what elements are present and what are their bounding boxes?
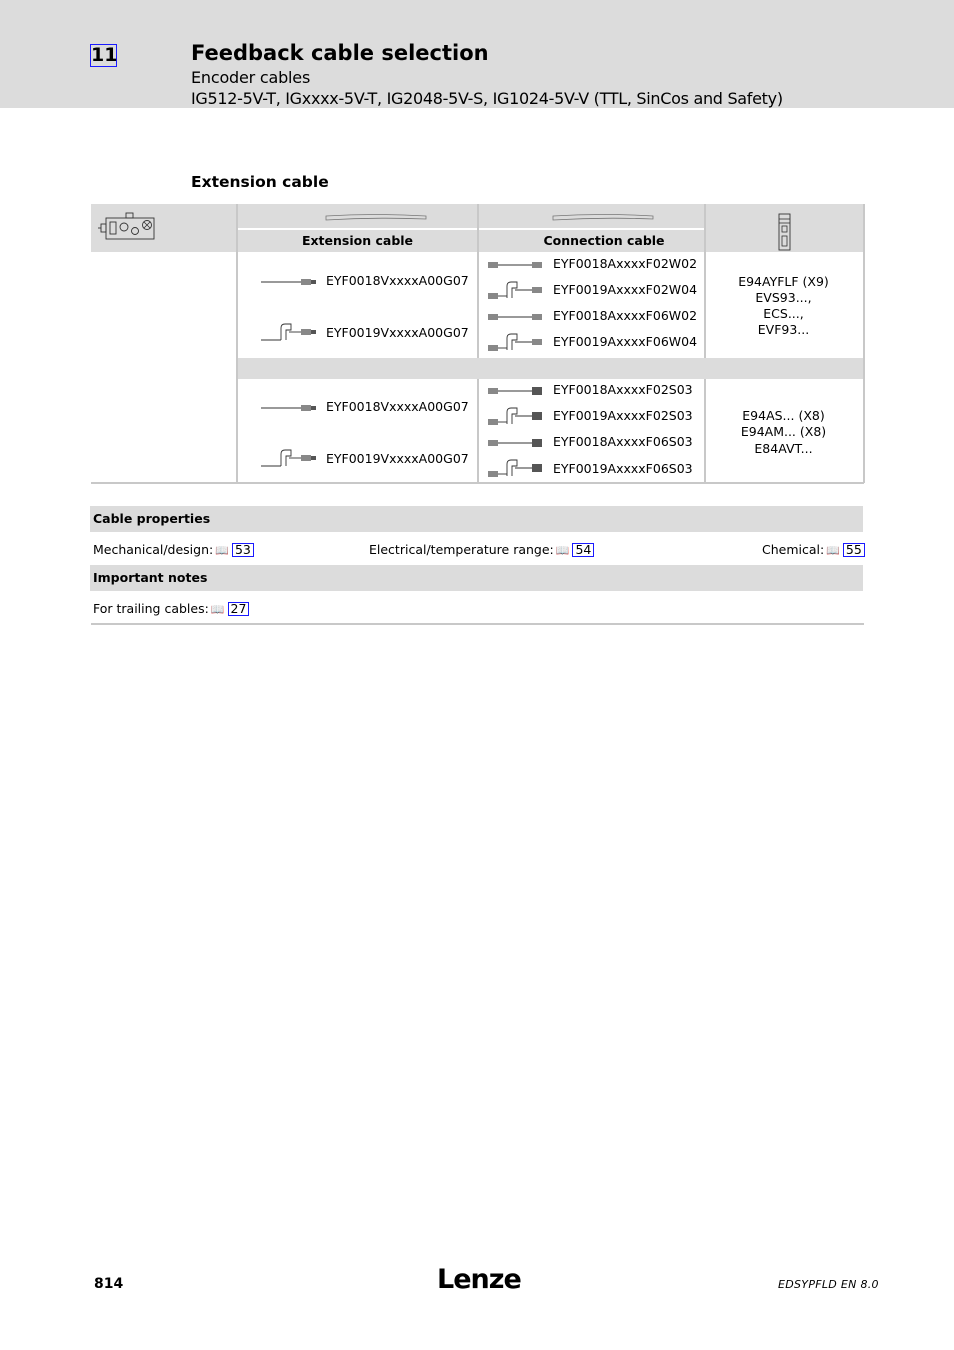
target-device: ECS..., — [763, 306, 804, 321]
mechanical-label: Mechanical/design: — [93, 542, 214, 557]
column-header-extension: Extension cable — [301, 233, 414, 248]
chemical-page-link[interactable]: 55 — [843, 543, 865, 557]
important-notes-heading — [90, 565, 863, 591]
cable-sketch-icon — [324, 212, 428, 222]
notes-bottom-line — [91, 623, 864, 625]
electrical-page-link[interactable]: 54 — [572, 543, 594, 557]
target-device: E94AYFLF (X9) — [738, 274, 829, 289]
straight-plug-icon — [261, 276, 319, 288]
angled-plug-icon — [261, 448, 319, 470]
cable-properties-heading — [90, 506, 863, 532]
book-icon: 📖 — [215, 544, 229, 557]
extension-code: EYF0019VxxxxA00G07 — [326, 325, 469, 340]
extension-code: EYF0018VxxxxA00G07 — [326, 399, 469, 414]
chemical-label: Chemical: — [762, 542, 825, 557]
extension-code: EYF0019VxxxxA00G07 — [326, 451, 469, 466]
page-subtitle-models: IG512-5V-T, IGxxxx-5V-T, IG2048-5V-S, IG1024-5V-V (TTL, SinCos and Safety) — [191, 89, 783, 108]
straight-plug-icon — [487, 259, 545, 271]
drive-icon — [777, 212, 793, 252]
angled-plug-icon — [261, 322, 319, 344]
connection-code: EYF0019AxxxxF06S03 — [553, 461, 693, 476]
connection-code: EYF0019AxxxxF06W04 — [553, 334, 698, 349]
chemical-ref — [762, 542, 865, 557]
section-title: Extension cable — [191, 173, 329, 191]
table-divider — [236, 204, 238, 483]
straight-plug-icon — [487, 437, 545, 449]
connection-code: EYF0018AxxxxF06W02 — [553, 308, 698, 323]
connection-code: EYF0018AxxxxF06S03 — [553, 434, 693, 449]
angled-plug-icon — [487, 280, 545, 302]
connection-code: EYF0018AxxxxF02W02 — [553, 256, 698, 271]
trailing-label: For trailing cables: — [93, 601, 209, 616]
lenze-logo: Lenze — [437, 1264, 521, 1295]
trailing-cables-ref — [93, 601, 249, 616]
target-device: E84AVT... — [754, 441, 813, 456]
book-icon: 📖 — [210, 603, 225, 616]
important-notes-heading-text: Important notes — [93, 570, 208, 585]
connection-code: EYF0019AxxxxF02W04 — [553, 282, 698, 297]
mechanical-design-ref — [93, 542, 254, 557]
angled-plug-icon — [487, 406, 545, 428]
column-header-connection: Connection cable — [543, 233, 665, 248]
straight-plug-icon — [487, 385, 545, 397]
table-divider — [477, 204, 479, 483]
table-bottom-line — [91, 482, 864, 484]
mechanical-page-link[interactable]: 53 — [232, 543, 254, 557]
target-device: E94AS... (X8) — [742, 408, 825, 423]
cable-properties-heading-text: Cable properties — [93, 511, 211, 526]
chapter-number-link[interactable]: 11 — [91, 44, 118, 66]
angled-plug-icon — [487, 332, 545, 354]
page-number: 814 — [94, 1276, 124, 1292]
table-divider — [863, 204, 865, 483]
straight-plug-icon — [261, 402, 319, 414]
target-device: E94AM... (X8) — [740, 424, 827, 439]
straight-plug-icon — [487, 311, 545, 323]
angled-plug-icon — [487, 458, 545, 480]
book-icon: 📖 — [826, 544, 840, 557]
electrical-range-ref — [369, 542, 594, 557]
extension-code: EYF0018VxxxxA00G07 — [326, 273, 469, 288]
page-title: Feedback cable selection — [191, 41, 489, 65]
page-subtitle: Encoder cables — [191, 68, 311, 87]
trailing-page-link[interactable]: 27 — [228, 602, 250, 616]
target-device: EVS93..., — [755, 290, 812, 305]
book-icon: 📖 — [555, 544, 570, 557]
connection-code: EYF0018AxxxxF02S03 — [553, 382, 693, 397]
electrical-label: Electrical/temperature range: — [369, 542, 554, 557]
cable-sketch-icon — [551, 212, 655, 222]
connection-code: EYF0019AxxxxF02S03 — [553, 408, 693, 423]
motor-icon — [98, 211, 156, 241]
group-separator-band — [238, 358, 863, 379]
document-id: EDSYPFLD EN 8.0 — [778, 1278, 879, 1291]
target-device: EVF93... — [757, 322, 810, 337]
